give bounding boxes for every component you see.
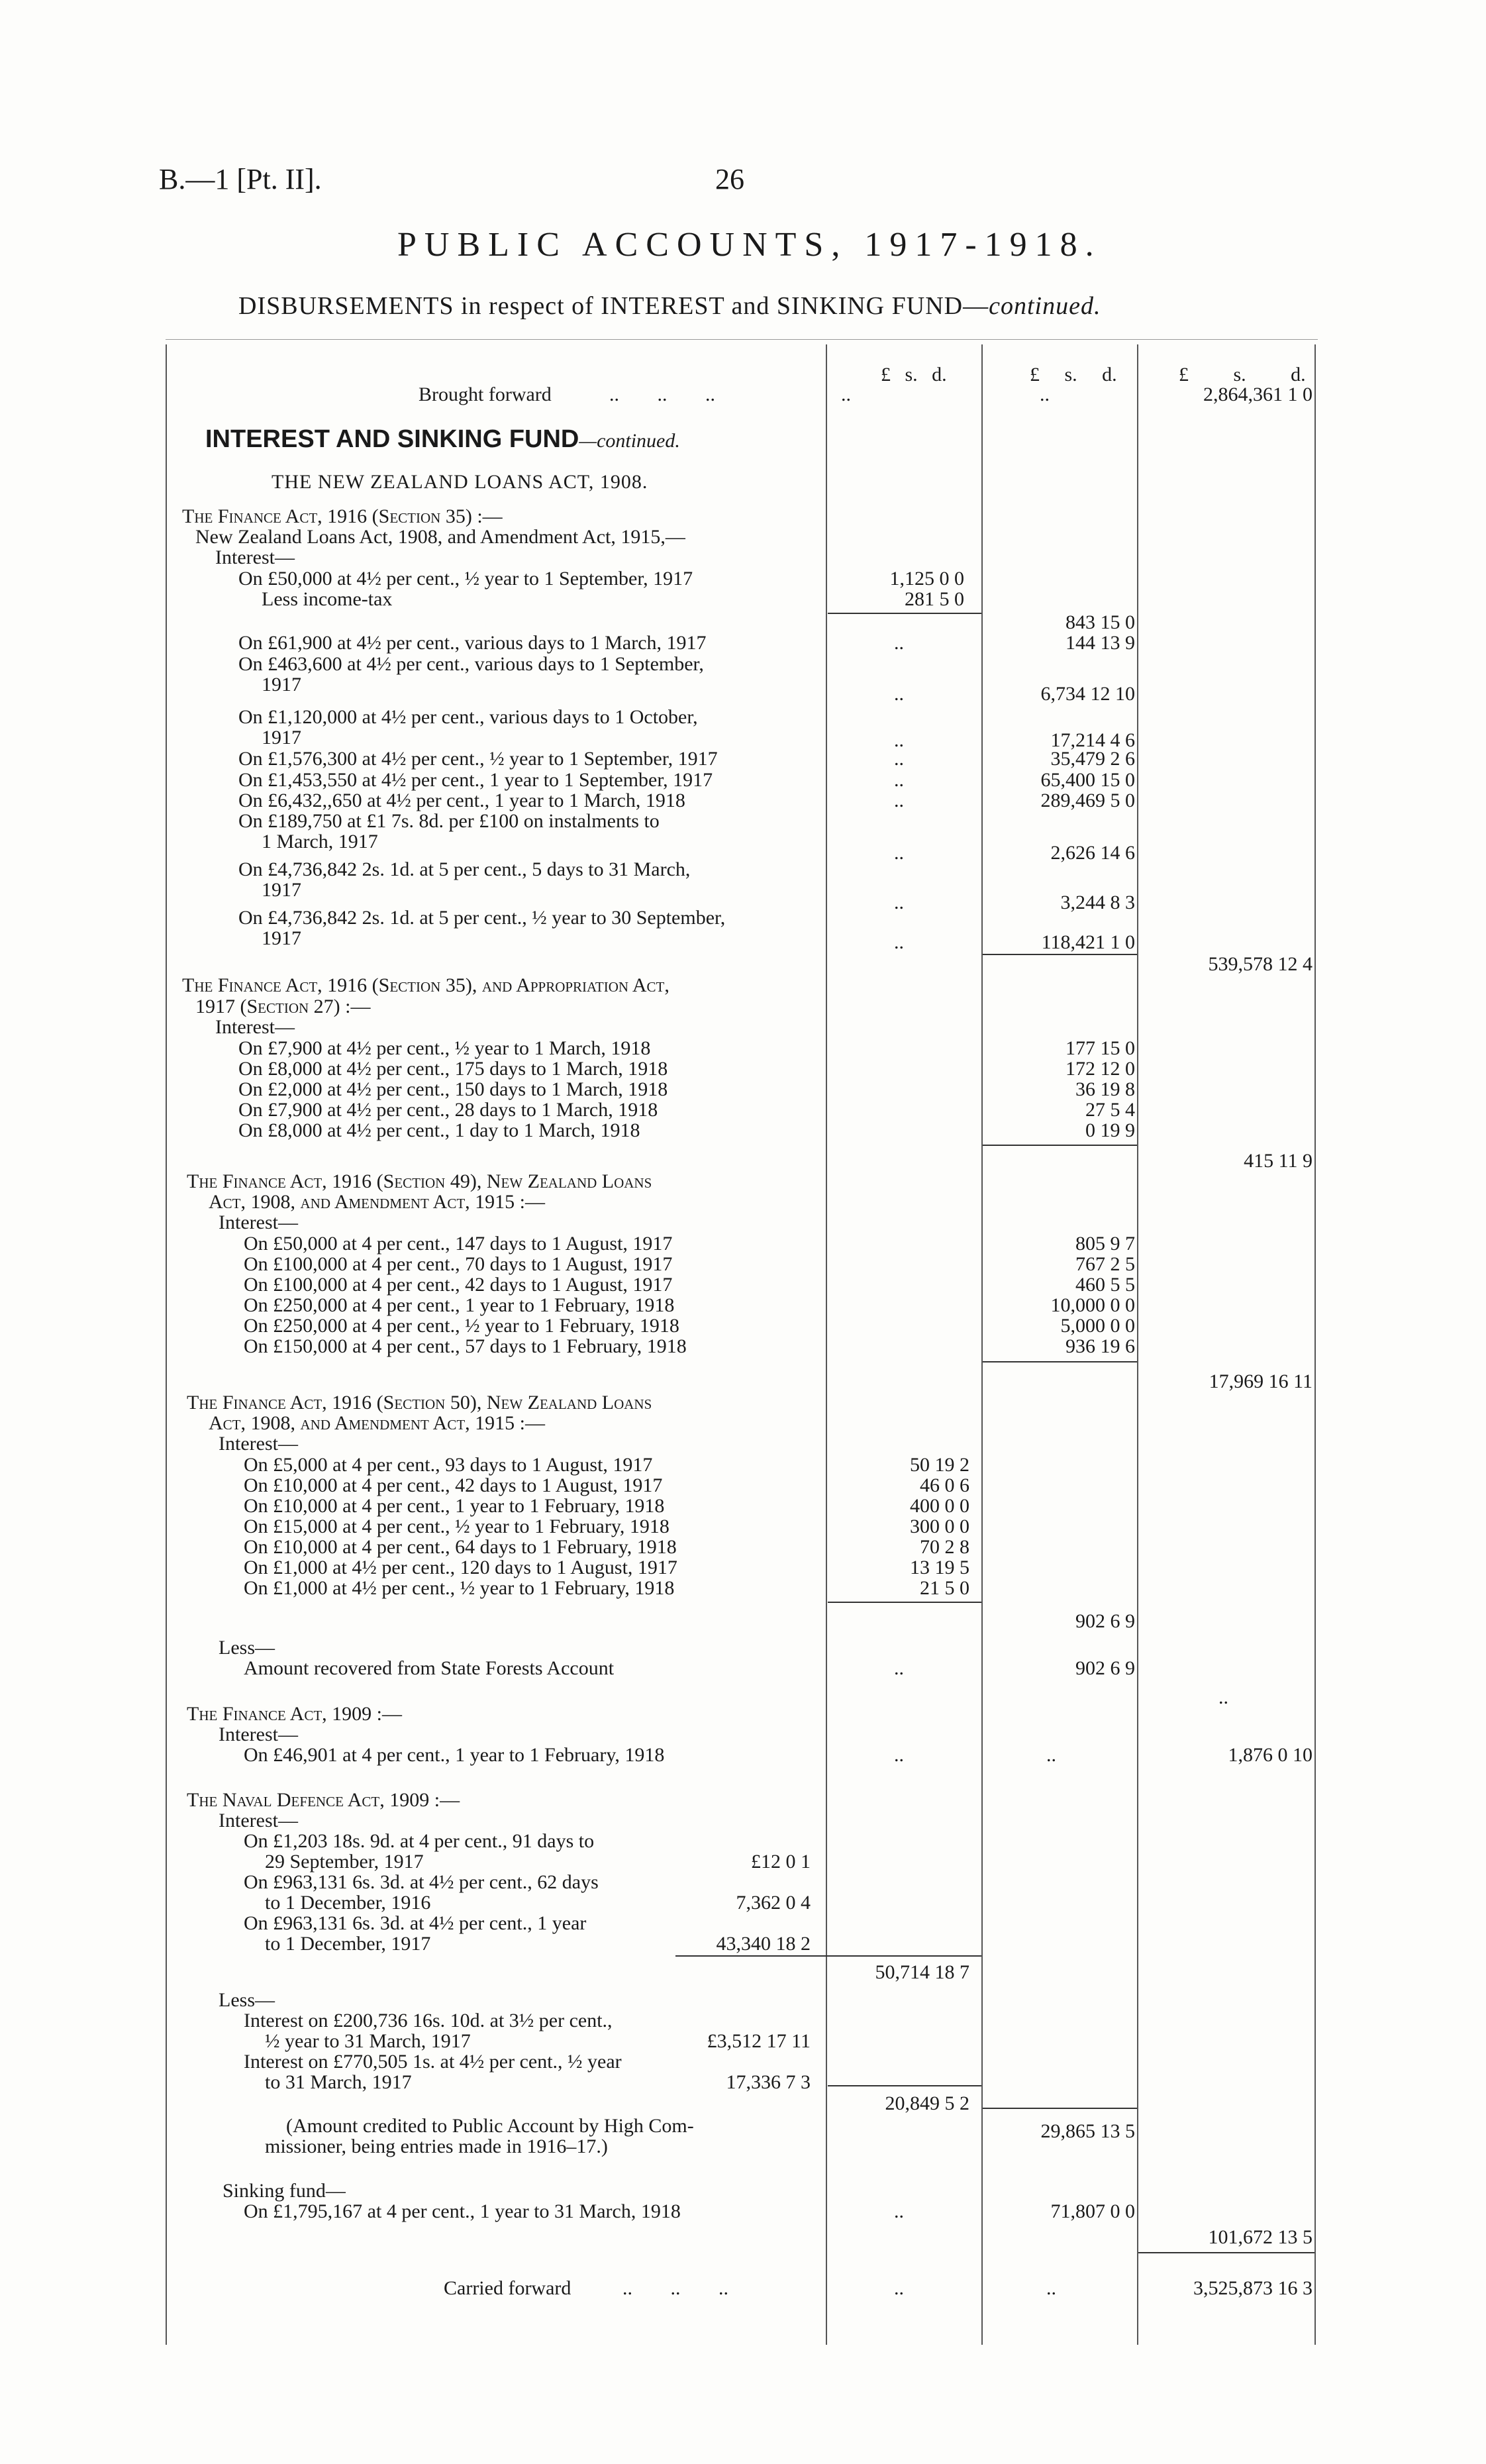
list-item-amount: 767 2 5 bbox=[1075, 1253, 1135, 1275]
s6-e-amount: 17,336 7 3 bbox=[726, 2071, 811, 2093]
leader-dots: .. bbox=[894, 931, 904, 953]
s6-d1: Interest on £200,736 16s. 10d. at 3½ per cent., bbox=[244, 2010, 613, 2031]
s1-r1-text: On £50,000 at 4½ per cent., ½ year to 1 September, 1917 bbox=[238, 568, 693, 590]
list-item: On £100,000 at 4 per cent., 42 days to 1 August, 1917 bbox=[244, 1274, 673, 1296]
list-item-amount: 70 2 8 bbox=[920, 1536, 969, 1558]
leader-dots: .. bbox=[894, 632, 904, 654]
leader-dots: .. bbox=[894, 748, 904, 770]
list-item-amount: 936 19 6 bbox=[1065, 1335, 1135, 1357]
s6-c1: On £963,131 6s. 3d. at 4½ per cent., 1 year bbox=[244, 1912, 587, 1934]
list-item-amount: 172 12 0 bbox=[1065, 1058, 1135, 1080]
list-item: On £1,000 at 4½ per cent., ½ year to 1 February, 1918 bbox=[244, 1577, 675, 1599]
s1-r6-c2: 35,479 2 6 bbox=[1050, 748, 1135, 770]
s6-interest: Interest— bbox=[219, 1810, 298, 1831]
leader-dots: .. bbox=[609, 384, 619, 405]
s1-r2-c1: 281 5 0 bbox=[905, 588, 964, 610]
list-item-amount: 13 19 5 bbox=[910, 1557, 969, 1578]
leader-dots: .. bbox=[718, 2277, 728, 2299]
list-item-amount: 36 19 8 bbox=[1075, 1078, 1135, 1100]
s6-e2: to 31 March, 1917 bbox=[265, 2071, 412, 2093]
column-divider-1 bbox=[826, 344, 827, 2345]
s1-r3-text: On £61,900 at 4½ per cent., various days to 1 March, 1917 bbox=[238, 632, 707, 654]
leader-dots bbox=[609, 383, 715, 407]
list-item: On £8,000 at 4½ per cent., 1 day to 1 March, 1918 bbox=[238, 1119, 640, 1141]
leader-dots: .. bbox=[894, 1744, 904, 1766]
s1-subtotal-rule bbox=[828, 613, 981, 614]
leader-dots: .. bbox=[1046, 1744, 1056, 1766]
s1-total-rule bbox=[983, 954, 1137, 955]
s1-total: 539,578 12 4 bbox=[1208, 953, 1313, 975]
s7-row-amount: 71,807 0 0 bbox=[1050, 2200, 1135, 2222]
list-item-amount: 400 0 0 bbox=[910, 1495, 969, 1517]
s1-interest: Interest— bbox=[215, 546, 295, 568]
leader-dots: .. bbox=[894, 2200, 904, 2222]
s1-r9-text1: On £189,750 at £1 7s. 8d. per £100 on instalments to bbox=[238, 810, 660, 832]
list-item-amount: 805 9 7 bbox=[1075, 1233, 1135, 1255]
s6-b2: to 1 December, 1916 bbox=[265, 1892, 431, 1914]
leader-dots: .. bbox=[894, 1657, 904, 1679]
list-item: On £10,000 at 4 per cent., 1 year to 1 February, 1918 bbox=[244, 1495, 665, 1517]
leader-dots: .. bbox=[894, 892, 904, 913]
s5-row-text: On £46,901 at 4 per cent., 1 year to 1 February, 1918 bbox=[244, 1744, 665, 1766]
leader-dots: .. bbox=[894, 769, 904, 791]
s1-r11-text1: On £4,736,842 2s. 1d. at 5 per cent., ½ year to 30 September, bbox=[238, 907, 726, 929]
list-item: On £10,000 at 4 per cent., 42 days to 1 August, 1917 bbox=[244, 1474, 663, 1496]
s6-c-amount: 43,340 18 2 bbox=[716, 1933, 811, 1955]
s1-r11-c2: 118,421 1 0 bbox=[1041, 931, 1135, 953]
leader-dots: .. bbox=[1218, 1686, 1228, 1708]
s1-r5-text1: On £1,120,000 at 4½ per cent., various days to 1 October, bbox=[238, 706, 698, 728]
leader-dots: .. bbox=[1046, 2277, 1056, 2299]
list-item-amount: 300 0 0 bbox=[910, 1515, 969, 1537]
s1-r4-text1: On £463,600 at 4½ per cent., various days to 1 September, bbox=[238, 653, 704, 675]
s6-a2: 29 September, 1917 bbox=[265, 1851, 424, 1873]
leader-dots: .. bbox=[894, 790, 904, 811]
s4-subtotal: 902 6 9 bbox=[1075, 1610, 1135, 1632]
s7-total: 101,672 13 5 bbox=[1208, 2226, 1313, 2248]
leader-dots: .. bbox=[894, 2277, 904, 2299]
s1-r10-text2: 1917 bbox=[262, 879, 301, 901]
s1-r6-text: On £1,576,300 at 4½ per cent., ½ year to 1 September, 1917 bbox=[238, 748, 718, 770]
list-item-amount: 46 0 6 bbox=[920, 1474, 969, 1496]
document-reference: B.—1 [Pt. II]. bbox=[159, 163, 322, 195]
s6-net: 29,865 13 5 bbox=[1040, 2120, 1135, 2142]
s6-subtotal-rule bbox=[675, 1955, 981, 1957]
s1-r10-text1: On £4,736,842 2s. 1d. at 5 per cent., 5 days to 31 March, bbox=[238, 858, 691, 880]
list-item: On £250,000 at 4 per cent., ½ year to 1 February, 1918 bbox=[244, 1315, 679, 1337]
s1-title: The Finance Act, 1916 (Section 35) :— bbox=[182, 505, 503, 527]
s1-r5-c2: 17,214 4 6 bbox=[1050, 729, 1135, 751]
list-item: On £10,000 at 4 per cent., 64 days to 1 February, 1918 bbox=[244, 1536, 677, 1558]
list-item: On £2,000 at 4½ per cent., 150 days to 1 March, 1918 bbox=[238, 1078, 668, 1100]
s4-subtotal-rule bbox=[828, 1602, 981, 1603]
table-top-rule bbox=[166, 339, 1318, 340]
s1-r2-c2: 843 15 0 bbox=[1065, 611, 1135, 633]
brought-forward-label: Brought forward bbox=[419, 384, 552, 405]
list-item: On £150,000 at 4 per cent., 57 days to 1 February, 1918 bbox=[244, 1335, 687, 1357]
s6-b-amount: 7,362 0 4 bbox=[736, 1892, 811, 1914]
page-title: PUBLIC ACCOUNTS, 1917-1918. bbox=[397, 226, 1102, 264]
s5-interest: Interest— bbox=[219, 1723, 298, 1745]
s1-r4-text2: 1917 bbox=[262, 674, 301, 695]
leader-dots: .. bbox=[622, 2277, 632, 2299]
s6-c2: to 1 December, 1917 bbox=[265, 1933, 431, 1955]
list-item-amount: 27 5 4 bbox=[1085, 1099, 1135, 1121]
list-item: On £7,900 at 4½ per cent., 28 days to 1 March, 1918 bbox=[238, 1099, 658, 1121]
s6-a-amount: £12 0 1 bbox=[751, 1851, 811, 1873]
list-item-amount: 50 19 2 bbox=[910, 1454, 969, 1476]
s4-title1: The Finance Act, 1916 (Section 50), New Zealand Loans bbox=[187, 1392, 652, 1413]
s2-title1: The Finance Act, 1916 (Section 35), and Appropriation Act, bbox=[182, 974, 669, 996]
leader-dots: .. bbox=[894, 729, 904, 751]
s1-r3-c2: 144 13 9 bbox=[1065, 632, 1135, 654]
carried-forward-total: 3,525,873 16 3 bbox=[1193, 2277, 1313, 2299]
carried-forward-label: Carried forward bbox=[444, 2277, 571, 2299]
section-heading bbox=[205, 427, 680, 453]
list-item-amount: 460 5 5 bbox=[1075, 1274, 1135, 1296]
s1-r4-c2: 6,734 12 10 bbox=[1040, 683, 1135, 705]
page-subtitle bbox=[238, 291, 1101, 321]
s4-recovered-text: Amount recovered from State Forests Account bbox=[244, 1657, 615, 1679]
s1-r9-c2: 2,626 14 6 bbox=[1050, 842, 1135, 864]
s1-r7-c2: 65,400 15 0 bbox=[1040, 769, 1135, 791]
s2-total: 415 11 9 bbox=[1244, 1150, 1313, 1172]
brought-forward-total: 2,864,361 1 0 bbox=[1203, 384, 1313, 405]
list-item-amount: 10,000 0 0 bbox=[1050, 1294, 1135, 1316]
s1-r8-text: On £6,432,,650 at 4½ per cent., 1 year to 1 March, 1918 bbox=[238, 790, 685, 811]
subtitle-main: DISBURSEMENTS in respect of INTEREST and SINKING FUND— bbox=[238, 292, 989, 320]
brought-forward-col1-dots: .. bbox=[841, 384, 851, 405]
s6-d-amount: £3,512 17 11 bbox=[707, 2030, 811, 2052]
s1-r5-text2: 1917 bbox=[262, 727, 301, 748]
list-item-amount: 0 19 9 bbox=[1085, 1119, 1135, 1141]
list-item: On £5,000 at 4 per cent., 93 days to 1 August, 1917 bbox=[244, 1454, 653, 1476]
s4-recovered-amount: 902 6 9 bbox=[1075, 1657, 1135, 1679]
s6-subtotal-2: 20,849 5 2 bbox=[885, 2092, 969, 2114]
s2-interest: Interest— bbox=[215, 1016, 295, 1038]
leader-dots: .. bbox=[894, 683, 904, 705]
leader-dots: .. bbox=[657, 384, 668, 405]
s6-b1: On £963,131 6s. 3d. at 4½ per cent., 62 days bbox=[244, 1871, 599, 1893]
brought-forward-col2-dots: .. bbox=[1040, 384, 1050, 405]
list-item-amount: 21 5 0 bbox=[920, 1577, 969, 1599]
s6-deduction-rule bbox=[828, 2085, 981, 2086]
s1-r2-text: Less income-tax bbox=[262, 588, 393, 610]
s6-subtotal-1: 50,714 18 7 bbox=[875, 1961, 969, 1983]
section-heading-continued: —continued. bbox=[579, 430, 680, 452]
s3-title1: The Finance Act, 1916 (Section 49), New Zealand Loans bbox=[187, 1170, 652, 1192]
column-header-1: £ s. d. bbox=[881, 364, 947, 385]
list-item: On £50,000 at 4 per cent., 147 days to 1 August, 1917 bbox=[244, 1233, 673, 1255]
table-left-rule bbox=[166, 344, 167, 2345]
s6-e1: Interest on £770,505 1s. at 4½ per cent., ½ year bbox=[244, 2051, 622, 2073]
leader-dots bbox=[622, 2277, 728, 2300]
s1-sub: New Zealand Loans Act, 1908, and Amendment Act, 1915,— bbox=[195, 526, 685, 548]
list-item-amount: 5,000 0 0 bbox=[1060, 1315, 1135, 1337]
list-item: On £250,000 at 4 per cent., 1 year to 1 February, 1918 bbox=[244, 1294, 675, 1316]
column-header-2: £ s. d. bbox=[1030, 364, 1117, 385]
s2-title2: 1917 (Section 27) :— bbox=[195, 996, 371, 1017]
s5-title: The Finance Act, 1909 :— bbox=[187, 1703, 403, 1725]
s6-d2: ½ year to 31 March, 1917 bbox=[265, 2030, 471, 2052]
s6-note2: missioner, being entries made in 1916–17.) bbox=[265, 2135, 608, 2157]
s4-interest: Interest— bbox=[219, 1433, 298, 1455]
s6-note1: (Amount credited to Public Account by High Com- bbox=[286, 2115, 694, 2137]
s7-title: Sinking fund— bbox=[223, 2180, 346, 2202]
list-item: On £15,000 at 4 per cent., ½ year to 1 February, 1918 bbox=[244, 1515, 669, 1537]
s1-r1-c1: 1,125 0 0 bbox=[889, 568, 964, 590]
list-item-amount: 177 15 0 bbox=[1065, 1037, 1135, 1059]
list-item: On £7,900 at 4½ per cent., ½ year to 1 March, 1918 bbox=[238, 1037, 651, 1059]
s4-title2: Act, 1908, and Amendment Act, 1915 :— bbox=[209, 1412, 546, 1434]
s7-row-text: On £1,795,167 at 4 per cent., 1 year to 31 March, 1918 bbox=[244, 2200, 681, 2222]
s6-a1: On £1,203 18s. 9d. at 4 per cent., 91 days to bbox=[244, 1830, 595, 1852]
s1-r7-text: On £1,453,550 at 4½ per cent., 1 year to 1 September, 1917 bbox=[238, 769, 713, 791]
s6-title: The Naval Defence Act, 1909 :— bbox=[187, 1789, 460, 1811]
section-heading-main: INTEREST AND SINKING FUND bbox=[205, 425, 579, 453]
column-divider-2 bbox=[981, 344, 983, 2345]
s6-net-rule bbox=[983, 2108, 1137, 2109]
list-item: On £1,000 at 4½ per cent., 120 days to 1 August, 1917 bbox=[244, 1557, 677, 1578]
carried-forward-rule bbox=[1138, 2252, 1314, 2253]
table-right-rule bbox=[1314, 344, 1316, 2345]
list-item: On £100,000 at 4 per cent., 70 days to 1 August, 1917 bbox=[244, 1253, 673, 1275]
s3-title2: Act, 1908, and Amendment Act, 1915 :— bbox=[209, 1191, 546, 1213]
s1-r8-c2: 289,469 5 0 bbox=[1040, 790, 1135, 811]
list-item: On £8,000 at 4½ per cent., 175 days to 1 March, 1918 bbox=[238, 1058, 668, 1080]
s5-total: 1,876 0 10 bbox=[1228, 1744, 1313, 1766]
s3-total: 17,969 16 11 bbox=[1209, 1370, 1313, 1392]
s3-interest: Interest— bbox=[219, 1211, 298, 1233]
column-divider-3 bbox=[1137, 344, 1138, 2345]
s1-r9-text2: 1 March, 1917 bbox=[262, 831, 378, 852]
s3-total-rule bbox=[983, 1361, 1137, 1362]
s2-total-rule bbox=[983, 1145, 1137, 1146]
subtitle-continued: continued. bbox=[989, 292, 1101, 320]
page-number: 26 bbox=[715, 163, 744, 195]
s4-less: Less— bbox=[219, 1637, 275, 1659]
s1-r10-c2: 3,244 8 3 bbox=[1060, 892, 1135, 913]
column-header-3: £ s. d. bbox=[1179, 364, 1306, 385]
leader-dots: .. bbox=[894, 842, 904, 864]
s1-r11-text2: 1917 bbox=[262, 927, 301, 949]
leader-dots: .. bbox=[705, 384, 715, 405]
act-heading: THE NEW ZEALAND LOANS ACT, 1908. bbox=[272, 471, 648, 493]
s6-less: Less— bbox=[219, 1989, 275, 2011]
leader-dots: .. bbox=[670, 2277, 681, 2299]
